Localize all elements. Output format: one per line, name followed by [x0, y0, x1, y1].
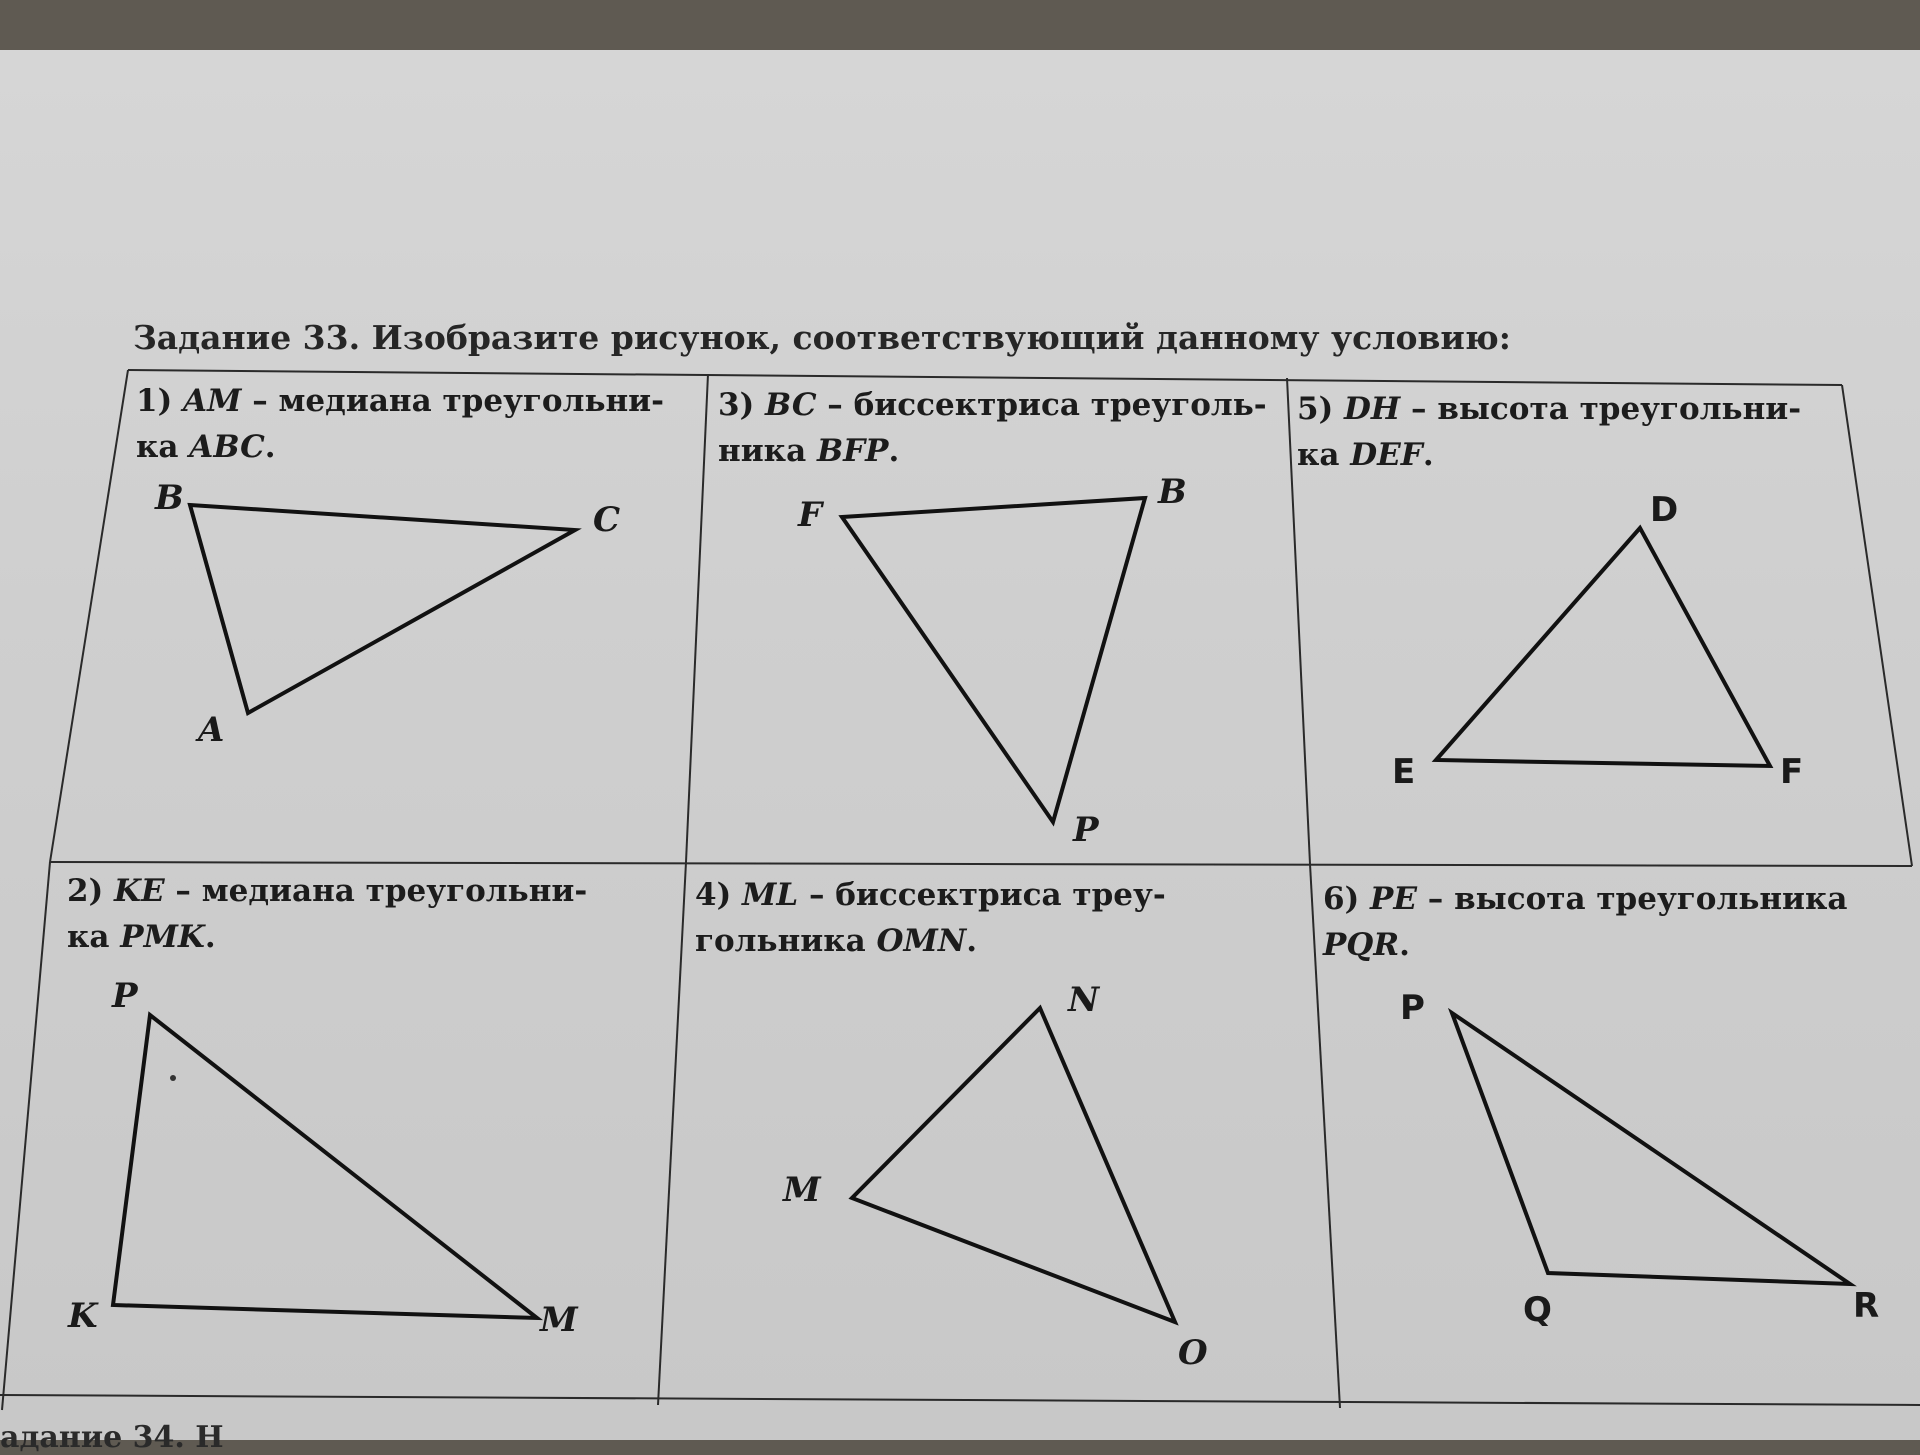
cell-5-period: .	[1422, 437, 1434, 473]
vertex-label-F: F	[798, 495, 823, 535]
vertex-label-F2: F	[1780, 752, 1804, 792]
cell-1-text	[136, 378, 664, 470]
vertex-label-R: R	[1853, 1286, 1880, 1326]
cell-4-line1: – биссектриса треу-	[798, 877, 1166, 913]
cell-5-text	[1297, 386, 1801, 478]
vertex-label-O: O	[1178, 1333, 1208, 1373]
vertex-label-P3: P	[1400, 988, 1425, 1028]
cell-3-number: 3)	[718, 387, 755, 423]
table-middle-rule	[50, 862, 1912, 866]
vertex-label-M2: M	[783, 1170, 821, 1210]
cell-3-line1: – биссектриса треуголь-	[816, 387, 1267, 423]
table-right-border	[1842, 385, 1912, 866]
triangle-bfp	[842, 498, 1145, 822]
col-divider-1-upper	[686, 374, 708, 862]
triangle-pqr	[1452, 1013, 1850, 1284]
vertex-label-P: P	[1073, 810, 1099, 850]
vertex-label-B: B	[155, 478, 184, 518]
table-left-border-upper	[50, 370, 128, 862]
cell-3-line2-prefix: ника	[718, 433, 817, 469]
cell-2-number: 2)	[67, 873, 104, 909]
cell-2-line1: – медиана треугольни-	[164, 873, 588, 909]
cell-3-triangle-name: BFP	[816, 433, 889, 469]
vertex-label-Q: Q	[1523, 1290, 1552, 1330]
next-task-fragment: адание 34. Н	[0, 1420, 224, 1455]
vertex-label-B2: B	[1158, 472, 1187, 512]
cell-2-line2-prefix: ка	[67, 919, 121, 955]
cell-6-text	[1323, 876, 1848, 968]
vertex-label-N: N	[1068, 980, 1100, 1020]
vertex-label-D: D	[1650, 490, 1679, 530]
cell-4-triangle-name: OMN	[876, 923, 967, 959]
cell-3-period: .	[888, 433, 900, 469]
cell-2-segment: KE	[114, 873, 165, 909]
cell-3-text	[718, 382, 1267, 474]
ink-dot	[170, 1075, 176, 1081]
cell-2-text	[67, 868, 587, 960]
triangle-pmk	[113, 1015, 537, 1318]
vertex-label-P2: P	[112, 976, 138, 1016]
vertex-label-C: C	[593, 500, 621, 540]
cell-5-triangle-name: DEF	[1350, 437, 1423, 473]
cell-5-line1: – высота треугольни-	[1400, 391, 1802, 427]
cell-5-line2-prefix: ка	[1297, 437, 1351, 473]
cell-4-text	[695, 872, 1166, 964]
table-bottom-border	[0, 1395, 1920, 1405]
cell-4-number: 4)	[695, 877, 732, 913]
vertex-label-E: E	[1392, 752, 1416, 792]
triangle-def	[1436, 528, 1770, 766]
cell-1-number: 1)	[136, 383, 173, 419]
triangle-omn	[852, 1008, 1175, 1322]
vertex-label-K: K	[68, 1296, 98, 1336]
table-left-border-lower	[2, 862, 50, 1410]
cell-6-segment: PE	[1370, 881, 1417, 917]
cell-1-period: .	[264, 429, 276, 465]
task-title: Задание 33. Изобразите рисунок, соответствующий данному условию:	[133, 318, 1511, 357]
cell-6-number: 6)	[1323, 881, 1360, 917]
vertex-label-M: M	[540, 1300, 578, 1340]
cell-1-line2-prefix: ка	[136, 429, 190, 465]
col-divider-1-lower	[658, 862, 686, 1405]
cell-5-segment: DH	[1344, 391, 1401, 427]
vertex-label-A: A	[198, 710, 225, 750]
cell-6-period: .	[1399, 927, 1410, 963]
cell-1-segment: AM	[183, 383, 242, 419]
cell-4-segment: ML	[742, 877, 799, 913]
cell-2-period: .	[204, 919, 216, 955]
cell-1-line1: – медиана треугольни-	[241, 383, 665, 419]
triangle-abc	[190, 505, 575, 713]
cell-3-segment: BC	[765, 387, 817, 423]
cell-2-triangle-name: PMK	[120, 919, 205, 955]
cell-4-line2-prefix: гольника	[695, 923, 877, 959]
cell-1-triangle-name: ABC	[189, 429, 265, 465]
cell-6-line1: – высота треугольника	[1417, 881, 1848, 917]
cell-5-number: 5)	[1297, 391, 1334, 427]
cell-6-triangle-name: PQR	[1323, 927, 1400, 963]
cell-4-period: .	[966, 923, 977, 959]
